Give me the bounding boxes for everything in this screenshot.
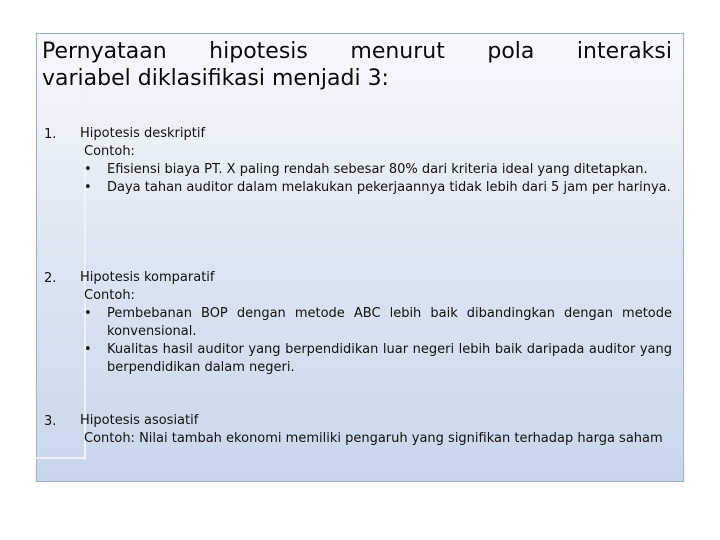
item-number-1: 1. xyxy=(44,127,57,142)
bullet-dot-icon: • xyxy=(84,342,92,357)
bullet-dot-icon: • xyxy=(84,180,92,195)
bullet-dot-icon: • xyxy=(84,162,92,177)
item-2 xyxy=(80,269,678,377)
item-2-example-label: Contoh: xyxy=(84,288,135,303)
slide-title xyxy=(42,38,672,92)
item-1-bullet-1 xyxy=(80,161,672,179)
item-1-bullet-2 xyxy=(80,179,672,197)
item-3-example-text: Contoh: Nilai tambah ekonomi memiliki pengaruh yang signifikan terhadap harga saham xyxy=(84,431,663,446)
title-line-2: variabel diklasifikasi menjadi 3: xyxy=(42,66,389,91)
item-2-heading: Hipotesis komparatif xyxy=(80,270,215,285)
item-1-heading: Hipotesis deskriptif xyxy=(80,126,206,141)
bullet-dot-icon: • xyxy=(84,306,92,321)
item-1-bullet-2-text: Daya tahan auditor dalam melakukan pekerjaannya tidak lebih dari 5 jam per harinya. xyxy=(107,180,671,195)
item-2-bullet-2 xyxy=(80,341,672,377)
item-2-bullet-2-text: Kualitas hasil auditor yang berpendidikan luar negeri lebih baik daripada auditor yang berpendidikan dalam negeri. xyxy=(107,342,672,375)
item-number-2: 2. xyxy=(44,271,57,286)
item-2-bullet-1 xyxy=(80,305,672,341)
decorative-horizontal-line xyxy=(36,457,86,459)
item-1-bullet-1-text: Efisiensi biaya PT. X paling rendah sebesar 80% dari kriteria ideal yang ditetapkan. xyxy=(107,162,648,177)
item-2-bullet-1-text: Pembebanan BOP dengan metode ABC lebih baik dibandingkan dengan metode konvensional. xyxy=(107,306,672,339)
item-1-example-label: Contoh: xyxy=(84,144,135,159)
item-number-3: 3. xyxy=(44,414,57,429)
title-line-1: Pernyataan hipotesis menurut pola interaksi xyxy=(42,39,672,64)
item-1 xyxy=(80,125,678,197)
item-3-heading: Hipotesis asosiatif xyxy=(80,413,199,428)
item-3 xyxy=(80,412,678,448)
